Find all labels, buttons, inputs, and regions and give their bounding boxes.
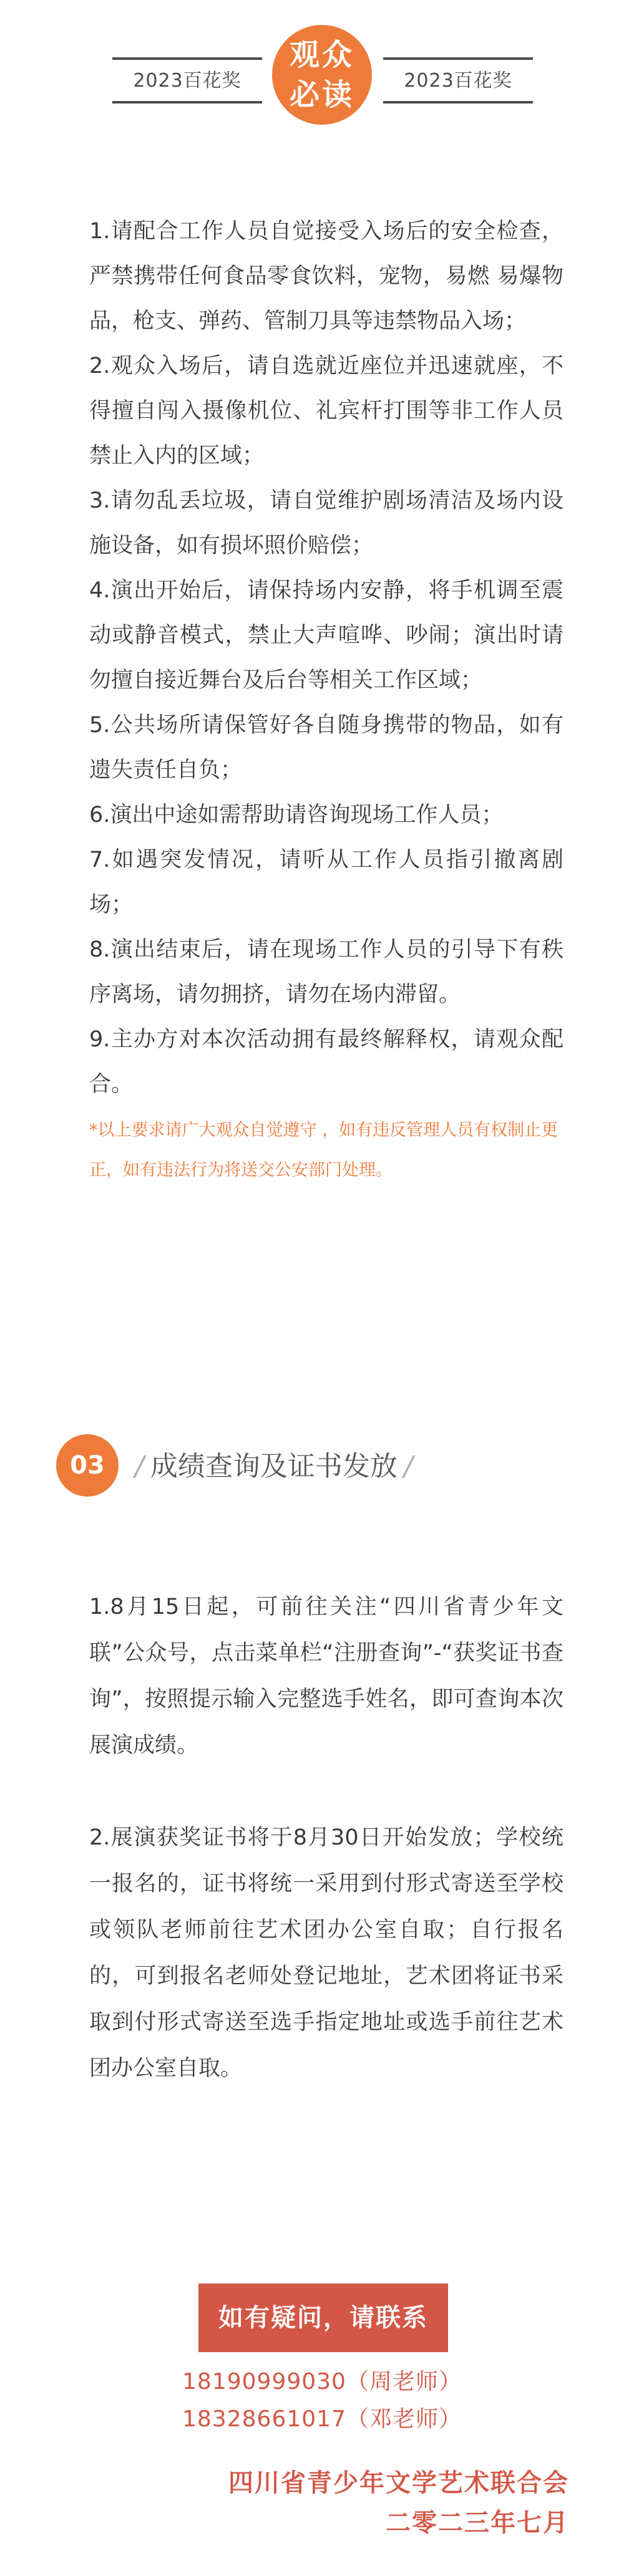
- rule-item: 3.请勿乱丢垃圾，请自觉维护剧场清洁及场内设施设备，如有损坏照价赔偿；: [89, 488, 564, 558]
- rules-list: [89, 209, 564, 1190]
- phone-number[interactable]: 18328661017（邓老师）: [182, 2406, 462, 2432]
- rule-item: 9.主办方对本次活动拥有最终解释权，请观众配合。: [89, 1027, 564, 1097]
- badge-line-1: 观众: [289, 37, 354, 72]
- contact-phones: [0, 2363, 644, 2438]
- slash-decoration: /: [403, 1450, 413, 1482]
- footer-signature: [125, 2463, 569, 2543]
- slash-decoration: /: [135, 1450, 144, 1482]
- divider: [112, 101, 262, 104]
- badge-line-2: 必读: [289, 77, 354, 112]
- notice-text: *以上要求请广大观众自觉遵守 ，如有违反管理人员有权制止更正，如有违法行为将送交公安部门处理。: [89, 1121, 559, 1180]
- header-left-tag-group: [112, 57, 262, 104]
- section-number-badge: 03: [56, 1434, 119, 1497]
- header-left-tag: 2023百花奖: [133, 70, 242, 92]
- issue-date: 二零二三年七月: [386, 2509, 569, 2537]
- audience-notice-badge: [272, 25, 372, 125]
- paragraph: 1.8月15日起，可前往关注“四川省青少年文联”公众号，点击菜单栏“注册查询”-“获奖证书查询”，按照提示输入完整选手姓名，即可查询本次展演成绩。: [89, 1594, 564, 1758]
- divider: [383, 101, 533, 104]
- rule-item: 7.如遇突发情况，请听从工作人员指引撤离剧场；: [89, 847, 564, 917]
- rule-item: 2.观众入场后，请自选就近座位并迅速就座，不得擅自闯入摄像机位、礼宾杆打围等非工作人员禁止入内的区域；: [89, 354, 564, 468]
- rule-item: 8.演出结束后，请在现场工作人员的引导下有秩序离场，请勿拥挤，请勿在场内滞留。: [89, 937, 564, 1007]
- section-title: 成绩查询及证书发放: [150, 1450, 398, 1482]
- rule-item: 1.请配合工作人员自觉接受入场后的安全检查，严禁携带任何食品零食饮料，宠物，易燃 易爆物品，枪支、弹药、管制刀具等违禁物品入场；: [89, 219, 564, 334]
- section-body: [89, 1584, 564, 2138]
- rule-item: 4.演出开始后，请保持场内安静，将手机调至震动或静音模式，禁止大声喧哗、吵闹；演出时请勿擅自接近舞台及后台等相关工作区域；: [89, 578, 564, 693]
- section-heading: [56, 1434, 593, 1503]
- rule-item: 5.公共场所请保管好各自随身携带的物品，如有遗失责任自负；: [89, 713, 564, 783]
- phone-number[interactable]: 18190999030（周老师）: [182, 2369, 462, 2395]
- header-right-tag-group: [383, 57, 533, 104]
- paragraph: 2.展演获奖证书将于8月30日开始发放；学校统一报名的，证书将统一采用到付形式寄送至学校或领队老师前往艺术团办公室自取；自行报名的，可到报名老师处登记地址，艺术团将证书采取到付形式寄送至选手指定地址或选手前往艺术团办公室自取。: [89, 1825, 564, 2081]
- page-header: [0, 25, 644, 143]
- section-title-group: [135, 1447, 413, 1487]
- header-right-tag: 2023百花奖: [404, 70, 512, 92]
- rule-item: 6.演出中途如需帮助请咨询现场工作人员；: [89, 803, 504, 827]
- contact-button[interactable]: 如有疑问，请联系: [198, 2284, 448, 2352]
- organization-name: 四川省青少年文学艺术联合会: [228, 2469, 569, 2497]
